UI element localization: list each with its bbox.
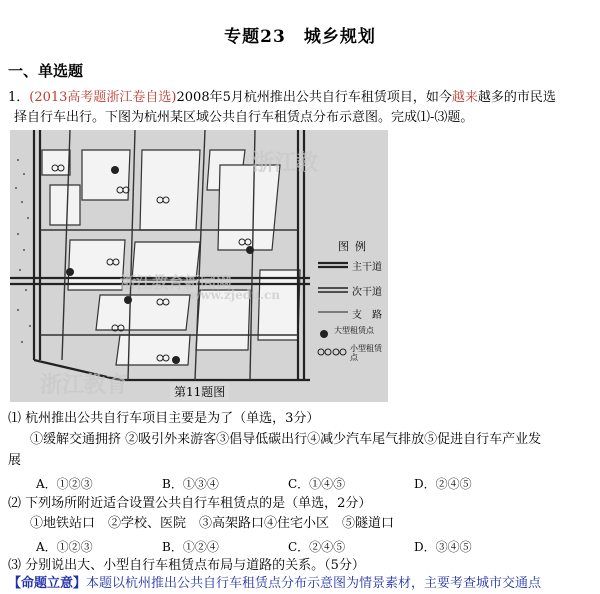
- question-number: 1．: [8, 90, 30, 105]
- section-heading: 一、单选题: [8, 62, 84, 80]
- sub2-option-a: A．①②③: [36, 540, 93, 554]
- watermark-1: 浙江教: [252, 150, 319, 176]
- sub1-option-b: B．①③④: [162, 477, 219, 491]
- watermark-4: www.zjedu.cn: [190, 288, 281, 302]
- legend-main-road: 主干道: [352, 262, 382, 273]
- sub1-items-cont: 展: [8, 453, 22, 468]
- question-text-a: 2008年5月杭州推出公共自行车租赁项目，如今: [176, 90, 452, 105]
- legend-branch-road: 支 路: [352, 310, 382, 321]
- question-text-b: 越多的市民选: [477, 90, 556, 105]
- bike-rental-map-figure: [10, 130, 388, 402]
- watermark-3: 浙江教育: [40, 372, 129, 398]
- watermark-2: 浙江教育新闻网: [120, 273, 233, 292]
- sub2-option-b: B．①②④: [162, 540, 219, 554]
- question-text-red: 越来: [451, 90, 478, 105]
- footer-text: 本题以杭州推出公共自行车租赁点分布示意图为情景素材，主要考查城市交通点: [86, 576, 542, 591]
- legend-small-station: 小型租赁点: [350, 344, 382, 362]
- sub1-option-a: A．①②③: [36, 477, 93, 491]
- sub2-items: ①地铁站口 ②学校、医院 ③高架路口④住宅小区 ⑤隧道口: [30, 516, 395, 531]
- sub2-option-d: D．③④⑤: [414, 540, 472, 554]
- question-source: (2013高考题浙江卷自选): [29, 90, 177, 105]
- page-title: 专题23 城乡规划: [224, 27, 376, 47]
- sub2-option-c: C．②④⑤: [288, 540, 346, 554]
- question-1-line1: [8, 88, 556, 108]
- sub2-stem: ⑵ 下列场所附近适合设置公共自行车租赁点的是（单选，2分）: [8, 496, 372, 511]
- sub1-stem: ⑴ 杭州推出公共自行车项目主要是为了（单选，3分）: [8, 411, 320, 426]
- footer-tag: 【命题立意】: [8, 576, 87, 591]
- sub3-stem: ⑶ 分别说出大、小型自行车租赁点布局与道路的关系。（5分）: [8, 558, 365, 573]
- legend-large-station: 大型租赁点: [334, 326, 374, 335]
- sub1-option-c: C．①④⑤: [288, 477, 346, 491]
- sub1-items: ①缓解交通拥挤 ②吸引外来游客③倡导低碳出行④减少汽车尾气排放⑤促进自行车产业发: [30, 432, 542, 447]
- sub1-option-d: D．②④⑤: [414, 477, 472, 491]
- question-1-line2: 择自行车出行。下图为杭州某区域公共自行车租赁点分布示意图。完成⑴-⑶题。: [14, 110, 474, 125]
- map-svg: [10, 130, 388, 402]
- figure-caption: 第11题图: [170, 383, 229, 400]
- footer-line: [8, 574, 541, 594]
- legend-secondary-road: 次干道: [352, 287, 382, 298]
- legend-title: 图例: [338, 240, 372, 253]
